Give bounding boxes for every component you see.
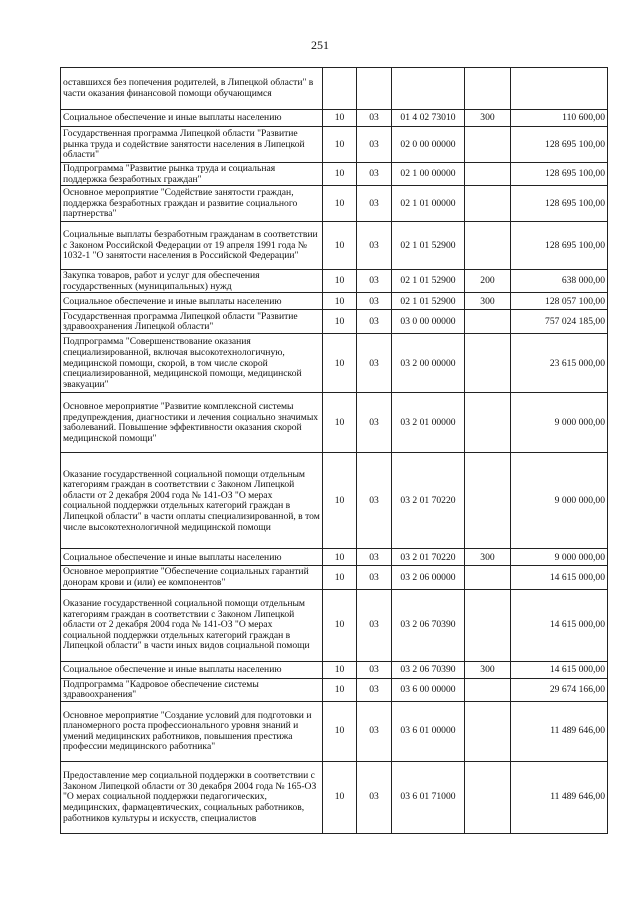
row-amount: 9 000 000,00 [511, 453, 608, 549]
row-section: 10 [323, 589, 357, 661]
row-name: Основное мероприятие "Обеспечение социальных гарантий донорам крови и (или) ее компонентов" [61, 566, 323, 589]
row-subsection: 03 [357, 270, 392, 293]
budget-table-body [61, 68, 608, 834]
row-subsection: 03 [357, 678, 392, 701]
table-row [61, 163, 608, 186]
row-subsection: 03 [357, 110, 392, 127]
row-amount: 9 000 000,00 [511, 549, 608, 566]
row-target-code: 02 0 00 00000 [392, 127, 465, 163]
row-subsection: 03 [357, 310, 392, 334]
row-section: 10 [323, 222, 357, 270]
row-expense-type [465, 334, 511, 393]
row-name: Социальное обеспечение и иные выплаты населению [61, 293, 323, 310]
row-target-code: 02 1 00 00000 [392, 163, 465, 186]
table-row [61, 453, 608, 549]
row-expense-type [465, 761, 511, 833]
row-amount: 638 000,00 [511, 270, 608, 293]
row-expense-type [465, 68, 511, 110]
row-subsection: 03 [357, 453, 392, 549]
row-amount: 128 695 100,00 [511, 163, 608, 186]
row-amount: 128 695 100,00 [511, 127, 608, 163]
row-section: 10 [323, 661, 357, 678]
row-target-code: 03 2 06 70390 [392, 589, 465, 661]
row-name: Закупка товаров, работ и услуг для обеспечения государственных (муниципальных) нужд [61, 270, 323, 293]
row-expense-type: 300 [465, 110, 511, 127]
row-target-code: 02 1 01 52900 [392, 270, 465, 293]
row-name: Основное мероприятие "Создание условий для подготовки и планомерного роста профессионального уровня знаний и умений медицинских работников, повышения престижа профессии медицинского работника" [61, 701, 323, 761]
table-row [61, 393, 608, 453]
table-row [61, 222, 608, 270]
table-row [61, 589, 608, 661]
row-section: 10 [323, 678, 357, 701]
row-name: Государственная программа Липецкой области "Развитие рынка труда и содействие занятости населения в Липецкой области" [61, 127, 323, 163]
page-number: 251 [311, 38, 329, 52]
row-target-code: 03 2 00 00000 [392, 334, 465, 393]
row-subsection [357, 68, 392, 110]
row-expense-type [465, 186, 511, 222]
row-subsection: 03 [357, 127, 392, 163]
row-amount: 14 615 000,00 [511, 566, 608, 589]
row-expense-type [465, 589, 511, 661]
row-name: Оказание государственной социальной помощи отдельным категориям граждан в соответствии с Законом Липецкой области от 2 декабря 2004 года № 141-ОЗ "О мерах социальной поддержки отдельных категорий граждан в Липецкой области" в части оплаты специализированной, в том числе высокотехнологичной медицинской помощи [61, 453, 323, 549]
row-section: 10 [323, 761, 357, 833]
row-target-code: 03 2 01 70220 [392, 549, 465, 566]
row-section [323, 68, 357, 110]
row-amount: 23 615 000,00 [511, 334, 608, 393]
row-target-code: 03 6 01 71000 [392, 761, 465, 833]
row-expense-type [465, 678, 511, 701]
row-target-code: 03 0 00 00000 [392, 310, 465, 334]
row-section: 10 [323, 393, 357, 453]
row-target-code: 02 1 01 00000 [392, 186, 465, 222]
row-subsection: 03 [357, 334, 392, 393]
row-section: 10 [323, 163, 357, 186]
row-subsection: 03 [357, 186, 392, 222]
row-target-code [392, 68, 465, 110]
budget-table [60, 67, 608, 834]
row-target-code: 03 2 06 00000 [392, 566, 465, 589]
row-amount: 128 695 100,00 [511, 186, 608, 222]
row-subsection: 03 [357, 589, 392, 661]
row-section: 10 [323, 186, 357, 222]
row-expense-type: 300 [465, 549, 511, 566]
row-target-code: 01 4 02 73010 [392, 110, 465, 127]
row-amount: 14 615 000,00 [511, 589, 608, 661]
table-row [61, 270, 608, 293]
row-subsection: 03 [357, 661, 392, 678]
table-row [61, 549, 608, 566]
row-name: Основное мероприятие "Содействие занятости граждан, поддержка безработных граждан и развитие социального партнерства" [61, 186, 323, 222]
row-expense-type [465, 393, 511, 453]
row-amount: 128 057 100,00 [511, 293, 608, 310]
row-expense-type [465, 163, 511, 186]
row-target-code: 03 6 01 00000 [392, 701, 465, 761]
row-name: оставшихся без попечения родителей, в Липецкой области" в части оказания финансовой помощи обучающимся [61, 68, 323, 110]
row-subsection: 03 [357, 566, 392, 589]
row-amount: 110 600,00 [511, 110, 608, 127]
table-row [61, 310, 608, 334]
table-row [61, 761, 608, 833]
row-amount: 29 674 166,00 [511, 678, 608, 701]
row-target-code: 02 1 01 52900 [392, 293, 465, 310]
row-section: 10 [323, 701, 357, 761]
table-row [61, 566, 608, 589]
row-name: Социальное обеспечение и иные выплаты населению [61, 110, 323, 127]
row-expense-type [465, 453, 511, 549]
row-target-code: 03 2 01 70220 [392, 453, 465, 549]
row-section: 10 [323, 566, 357, 589]
table-row [61, 661, 608, 678]
table-row [61, 678, 608, 701]
row-target-code: 03 2 06 70390 [392, 661, 465, 678]
row-expense-type [465, 310, 511, 334]
row-target-code: 02 1 01 52900 [392, 222, 465, 270]
table-row [61, 110, 608, 127]
table-row [61, 701, 608, 761]
row-name: Подпрограмма "Совершенствование оказания специализированной, включая высокотехнологичную, медицинской помощи, скорой, в том числе скорой специализированной, медицинской помощи, медицинской эвакуации" [61, 334, 323, 393]
row-subsection: 03 [357, 701, 392, 761]
table-row [61, 293, 608, 310]
table-row [61, 334, 608, 393]
row-expense-type: 200 [465, 270, 511, 293]
row-section: 10 [323, 110, 357, 127]
row-expense-type: 300 [465, 293, 511, 310]
table-row [61, 68, 608, 110]
row-subsection: 03 [357, 163, 392, 186]
row-target-code: 03 6 00 00000 [392, 678, 465, 701]
row-name: Предоставление мер социальной поддержки в соответствии с Законом Липецкой области от 30 декабря 2004 года № 165-ОЗ "О мерах социальной поддержки педагогических, медицинских, фармацевтических, социальных работников, работников культуры и искусств, специалистов [61, 761, 323, 833]
row-expense-type [465, 566, 511, 589]
row-expense-type: 300 [465, 661, 511, 678]
row-section: 10 [323, 270, 357, 293]
row-name: Основное мероприятие "Развитие комплексной системы предупреждения, диагностики и лечения социально значимых заболеваний. Повышение эффективности оказания скорой медицинской помощи" [61, 393, 323, 453]
row-name: Социальное обеспечение и иные выплаты населению [61, 549, 323, 566]
row-section: 10 [323, 334, 357, 393]
row-amount: 11 489 646,00 [511, 761, 608, 833]
row-expense-type [465, 701, 511, 761]
row-expense-type [465, 127, 511, 163]
row-amount: 14 615 000,00 [511, 661, 608, 678]
row-target-code: 03 2 01 00000 [392, 393, 465, 453]
row-subsection: 03 [357, 222, 392, 270]
row-amount: 757 024 185,00 [511, 310, 608, 334]
row-name: Подпрограмма "Развитие рынка труда и социальная поддержка безработных граждан" [61, 163, 323, 186]
row-section: 10 [323, 453, 357, 549]
row-expense-type [465, 222, 511, 270]
row-subsection: 03 [357, 393, 392, 453]
row-name: Оказание государственной социальной помощи отдельным категориям граждан в соответствии с Законом Липецкой области от 2 декабря 2004 года № 141-ОЗ "О мерах социальной поддержки отдельных категорий граждан в Липецкой области" в части иных видов социальной помощи [61, 589, 323, 661]
row-section: 10 [323, 310, 357, 334]
row-name: Подпрограмма "Кадровое обеспечение системы здравоохранения" [61, 678, 323, 701]
table-row [61, 127, 608, 163]
row-amount: 128 695 100,00 [511, 222, 608, 270]
row-subsection: 03 [357, 549, 392, 566]
row-amount: 9 000 000,00 [511, 393, 608, 453]
row-amount [511, 68, 608, 110]
row-section: 10 [323, 293, 357, 310]
row-name: Социальные выплаты безработным гражданам в соответствии с Законом Российской Федерации от 19 апреля 1991 года № 1032-1 "О занятости населения в Российской Федерации" [61, 222, 323, 270]
row-subsection: 03 [357, 293, 392, 310]
row-subsection: 03 [357, 761, 392, 833]
row-name: Социальное обеспечение и иные выплаты населению [61, 661, 323, 678]
row-name: Государственная программа Липецкой области "Развитие здравоохранения Липецкой области" [61, 310, 323, 334]
row-section: 10 [323, 549, 357, 566]
table-row [61, 186, 608, 222]
row-section: 10 [323, 127, 357, 163]
row-amount: 11 489 646,00 [511, 701, 608, 761]
